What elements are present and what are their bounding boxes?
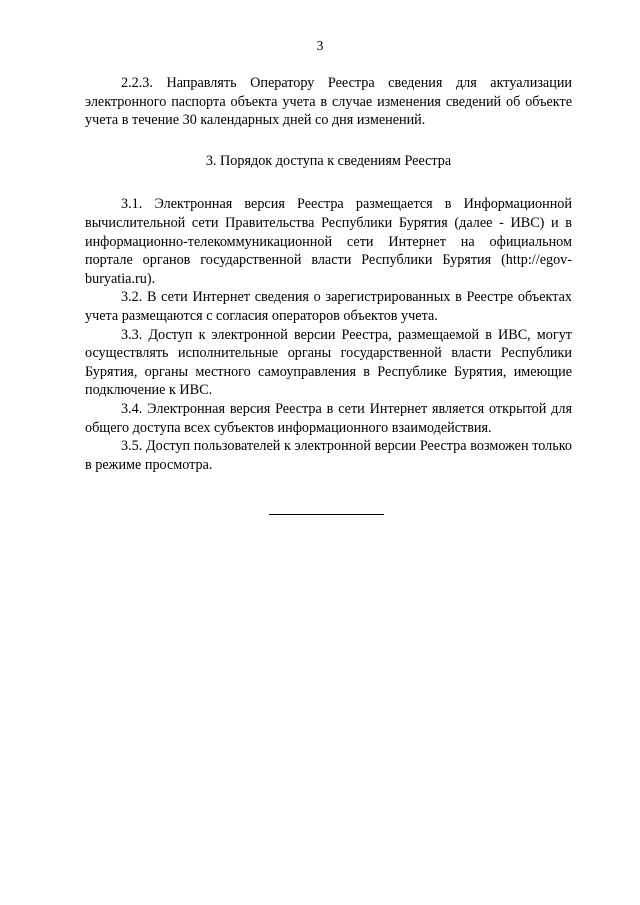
paragraph-3-2: 3.2. В сети Интернет сведения о зарегистрированных в Реестре объектах учета размещаются с согласия операторов объектов учета.: [85, 289, 572, 324]
paragraph-3-4: 3.4. Электронная версия Реестра в сети Интернет является открытой для общего доступа всех субъектов информационного взаимодействия.: [85, 400, 572, 436]
paragraph-3-1: 3.1. Электронная версия Реестра размещается в Информационной вычислительной сети Правительства Республики Бурятия (далее - ИВС) и в информационно-телекоммуникационной сети Интернет на официальном портале органов государственной власти Республики Бурятия (http://egov-buryatia.ru).: [85, 196, 572, 287]
closing-divider: [269, 514, 384, 515]
section-heading: 3. Порядок доступа к сведениям Реестра: [205, 152, 452, 169]
page-number: 3: [316, 38, 324, 53]
paragraph-2-2-3: 2.2.3. Направлять Оператору Реестра сведения для актуализации электронного паспорта объекта учета в случае изменения сведений об объекте учета в течение 30 календарных дней со дня изменений.: [85, 75, 572, 129]
paragraph-3-5: 3.5. Доступ пользователей к электронной версии Реестра возможен только в режиме просмотра.: [85, 438, 572, 473]
document-body: [85, 74, 572, 474]
paragraph-3-3: 3.3. Доступ к электронной версии Реестра, размещаемой в ИВС, могут осуществлять исполнительные органы государственной власти Республики Бурятия, органы местного самоуправления в Республике Бурятия, имеющие подключение к ИВС.: [85, 326, 572, 399]
